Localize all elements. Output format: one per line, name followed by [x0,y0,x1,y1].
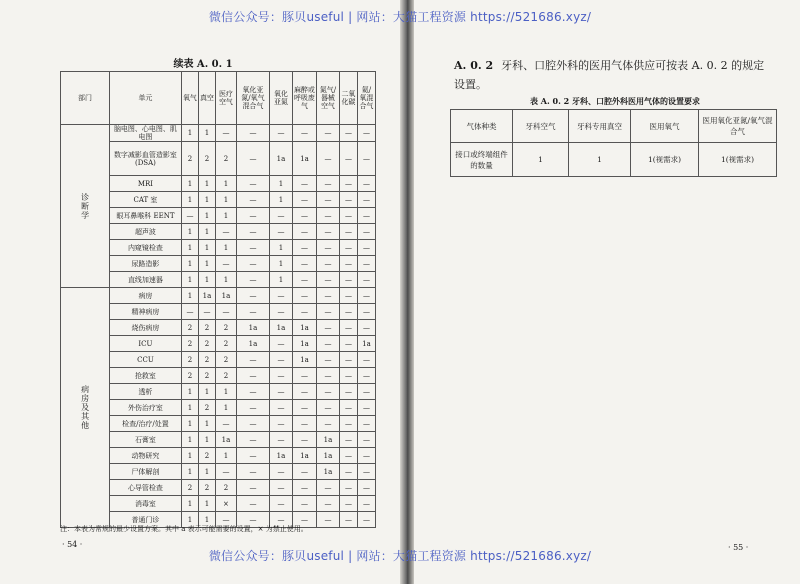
value-cell: — [236,176,269,192]
value-cell: — [236,432,269,448]
value-cell: — [339,224,357,240]
value-cell: 1 [215,400,236,416]
value-cell: — [292,384,316,400]
column-header: 真空 [198,72,215,125]
column-header: 医用氧气 [631,110,699,143]
unit-cell: 透析 [109,384,181,400]
table-a02 [450,109,777,177]
column-header: 气体种类 [451,110,513,143]
value-cell: — [339,208,357,224]
value-cell: — [236,464,269,480]
value-cell: — [339,384,357,400]
unit-cell: 数字减影血管造影室(DSA) [109,142,181,176]
value-cell: 1a [316,432,339,448]
clause-number: A. 0. 2 [454,59,494,72]
value-cell: — [316,208,339,224]
value-cell: — [357,320,375,336]
value-cell: 1 [198,240,215,256]
value-cell: — [357,304,375,320]
value-cell: — [269,288,292,304]
unit-cell: 病房 [109,288,181,304]
value-cell: 1 [513,143,569,177]
value-cell: 2 [198,320,215,336]
row-label-cell: 接口或终端组件的数量 [451,143,513,177]
value-cell: 2 [198,352,215,368]
value-cell: 1a [292,320,316,336]
unit-cell: CAT 室 [109,192,181,208]
value-cell: — [215,256,236,272]
value-cell: — [357,512,375,528]
value-cell: — [316,496,339,512]
value-cell: — [357,448,375,464]
value-cell: — [339,176,357,192]
value-cell: — [269,224,292,240]
value-cell: — [357,480,375,496]
value-cell: — [316,480,339,496]
value-cell: — [357,125,375,142]
value-cell: — [357,416,375,432]
value-cell: — [316,512,339,528]
value-cell: 1 [198,176,215,192]
column-header: 部门 [61,72,110,125]
unit-cell: MRI [109,176,181,192]
value-cell: 1 [181,256,198,272]
value-cell: — [181,304,198,320]
column-header: 牙科空气 [513,110,569,143]
value-cell: 1 [198,125,215,142]
value-cell: 1 [181,400,198,416]
column-header: 二氧化碳 [339,72,357,125]
value-cell: — [215,125,236,142]
value-cell: — [292,208,316,224]
table-row [61,125,376,142]
value-cell: 1a [292,336,316,352]
table-a01-cont-title: 续表 A. 0. 1 [173,59,233,70]
value-cell: 1 [215,272,236,288]
value-cell: 1 [215,192,236,208]
value-cell: — [316,400,339,416]
value-cell: — [316,224,339,240]
value-cell: 2 [215,480,236,496]
unit-cell: 直线加速器 [109,272,181,288]
unit-cell: 消毒室 [109,496,181,512]
clause-text: 牙科、口腔外科的医用气体供应可按表 A. 0. 2 的规定设置。 [454,59,765,91]
value-cell: — [357,256,375,272]
value-cell: — [236,272,269,288]
value-cell: 1 [181,192,198,208]
value-cell: — [236,416,269,432]
value-cell: 1a [215,432,236,448]
value-cell: 1 [269,272,292,288]
value-cell: — [357,368,375,384]
value-cell: — [269,464,292,480]
value-cell: 1(视需求) [699,143,777,177]
column-header: 氧气 [181,72,198,125]
department-cell: 诊断学 [61,125,110,288]
value-cell: — [292,400,316,416]
unit-cell: 外伤治疗室 [109,400,181,416]
unit-cell: 尿路造影 [109,256,181,272]
value-cell: 1a [357,336,375,352]
value-cell: — [236,368,269,384]
value-cell: 1 [269,192,292,208]
value-cell: 2 [215,336,236,352]
value-cell: 1 [181,272,198,288]
value-cell: — [339,240,357,256]
value-cell: — [316,416,339,432]
table-row [451,143,777,177]
value-cell: — [236,240,269,256]
unit-cell: 内窥镜检查 [109,240,181,256]
value-cell: — [292,125,316,142]
value-cell: — [316,336,339,352]
value-cell: 1 [569,143,631,177]
value-cell: — [292,464,316,480]
value-cell: — [236,125,269,142]
value-cell: 1a [215,288,236,304]
value-cell: — [269,480,292,496]
value-cell: — [236,384,269,400]
value-cell: — [236,480,269,496]
value-cell: — [269,512,292,528]
value-cell: — [215,304,236,320]
value-cell: 1a [269,448,292,464]
value-cell: 1 [198,208,215,224]
value-cell: — [316,320,339,336]
value-cell: — [339,320,357,336]
value-cell: — [339,480,357,496]
department-cell: 病房及其他 [61,288,110,528]
table-a02-title: 表 A. 0. 2 牙科、口腔外科医用气体的设置要求 [529,96,701,106]
value-cell: — [357,240,375,256]
value-cell: — [316,304,339,320]
value-cell: — [357,384,375,400]
value-cell: 1a [292,142,316,176]
value-cell: 1a [316,448,339,464]
value-cell: 1 [181,176,198,192]
column-header: 医用氧化亚氮/氧气混合气 [699,110,777,143]
value-cell: — [339,368,357,384]
value-cell: 1 [269,240,292,256]
value-cell: 2 [198,400,215,416]
value-cell: — [236,192,269,208]
value-cell: — [316,142,339,176]
value-cell: 1 [181,240,198,256]
value-cell: — [316,368,339,384]
value-cell: 2 [181,142,198,176]
value-cell: 1 [198,192,215,208]
value-cell: 2 [215,142,236,176]
value-cell: — [269,432,292,448]
value-cell: 2 [215,368,236,384]
value-cell: 1 [215,208,236,224]
value-cell: — [236,400,269,416]
value-cell: — [236,142,269,176]
value-cell: — [269,336,292,352]
value-cell: 1a [269,320,292,336]
value-cell: — [292,480,316,496]
page-number-left: · 54 · [62,540,83,549]
value-cell: — [236,288,269,304]
value-cell: 2 [198,448,215,464]
value-cell: 1 [198,384,215,400]
value-cell: — [292,192,316,208]
value-cell: — [316,256,339,272]
unit-cell: 动物研究 [109,448,181,464]
value-cell: 2 [198,336,215,352]
unit-cell: CCU [109,352,181,368]
table-a01-cont [60,71,376,528]
value-cell: — [215,224,236,240]
value-cell: — [339,336,357,352]
value-cell: 1 [198,464,215,480]
value-cell: 1 [181,448,198,464]
value-cell: — [269,496,292,512]
value-cell: — [292,432,316,448]
value-cell: — [357,496,375,512]
unit-cell: 超声波 [109,224,181,240]
value-cell: — [339,400,357,416]
value-cell: — [339,496,357,512]
value-cell: 1 [181,384,198,400]
value-cell: — [357,272,375,288]
value-cell: — [357,432,375,448]
value-cell: — [316,288,339,304]
value-cell: — [316,240,339,256]
value-cell: 1 [269,176,292,192]
value-cell: — [181,208,198,224]
value-cell: — [339,352,357,368]
value-cell: — [236,352,269,368]
value-cell: — [292,240,316,256]
value-cell: 1 [198,512,215,528]
value-cell: 1(视需求) [631,143,699,177]
value-cell: 1 [198,224,215,240]
value-cell: — [215,464,236,480]
value-cell: — [357,142,375,176]
value-cell: 2 [198,368,215,384]
page-number-right: · 55 · [728,543,749,552]
value-cell: 1a [236,336,269,352]
watermark-bottom: 微信公众号：豚贝useful | 网站：大猫工程资源 https://521686.xyz/ [208,549,592,563]
value-cell: — [339,448,357,464]
value-cell: — [339,304,357,320]
value-cell: — [292,288,316,304]
value-cell: 2 [181,352,198,368]
value-cell: — [316,192,339,208]
value-cell: — [292,496,316,512]
value-cell: — [236,512,269,528]
value-cell: 1 [215,384,236,400]
value-cell: — [292,272,316,288]
column-header: 牙科专用真空 [569,110,631,143]
value-cell: 1 [181,125,198,142]
value-cell: — [339,288,357,304]
value-cell: — [357,192,375,208]
value-cell: — [269,208,292,224]
value-cell: — [236,208,269,224]
column-header: 氦/氧混合气 [357,72,375,125]
value-cell: — [269,352,292,368]
value-cell: — [357,208,375,224]
value-cell: 1a [269,142,292,176]
value-cell: 1 [198,432,215,448]
value-cell: 1 [181,224,198,240]
value-cell: 1a [236,320,269,336]
value-cell: 1 [181,432,198,448]
column-header: 氧化亚氮 [269,72,292,125]
value-cell: — [357,288,375,304]
value-cell: — [292,416,316,432]
value-cell: — [339,125,357,142]
value-cell: 1 [215,240,236,256]
value-cell: — [236,496,269,512]
value-cell: — [292,512,316,528]
value-cell: — [316,176,339,192]
value-cell: — [357,464,375,480]
value-cell: — [292,176,316,192]
value-cell: 2 [181,336,198,352]
unit-cell: 抢救室 [109,368,181,384]
value-cell: — [292,224,316,240]
value-cell: 1 [269,256,292,272]
value-cell: 1 [198,496,215,512]
value-cell: — [357,224,375,240]
value-cell: 2 [198,480,215,496]
value-cell: 1a [292,448,316,464]
unit-cell: ICU [109,336,181,352]
value-cell: 1 [181,496,198,512]
value-cell: — [292,256,316,272]
value-cell: 1 [181,416,198,432]
value-cell: — [269,368,292,384]
unit-cell: 脑电图、心电图、肌电图 [109,125,181,142]
value-cell: 1 [181,288,198,304]
value-cell: 2 [198,142,215,176]
value-cell: — [269,400,292,416]
unit-cell: 烧伤病房 [109,320,181,336]
value-cell: 2 [181,368,198,384]
clause-a02 [454,56,774,94]
value-cell: — [269,125,292,142]
value-cell: 1a [316,464,339,480]
value-cell: 1a [198,288,215,304]
value-cell: — [316,272,339,288]
unit-cell: 眼耳鼻喉科 EENT [109,208,181,224]
watermark-top: 微信公众号：豚贝useful | 网站：大猫工程资源 https://521686.xyz/ [208,10,592,24]
table-note: 注：本表为常规的最少设置方案。其中 a 表示可能需要的设置，× 为禁止使用。 [60,525,308,533]
value-cell: — [339,256,357,272]
column-header: 氧化亚氮/氧气混合气 [236,72,269,125]
value-cell: 2 [181,320,198,336]
value-cell: 1 [198,416,215,432]
value-cell: — [269,416,292,432]
value-cell: — [316,352,339,368]
value-cell: — [339,432,357,448]
value-cell: 1 [215,448,236,464]
value-cell: — [339,272,357,288]
value-cell: — [316,384,339,400]
unit-cell: 石膏室 [109,432,181,448]
value-cell: — [339,464,357,480]
value-cell: 2 [215,320,236,336]
value-cell: — [215,416,236,432]
value-cell: — [215,512,236,528]
column-header: 氮气/器械空气 [316,72,339,125]
value-cell: 1 [181,512,198,528]
value-cell: — [339,512,357,528]
book-gutter [400,0,414,584]
value-cell: — [339,416,357,432]
value-cell: × [215,496,236,512]
value-cell: — [236,304,269,320]
unit-cell: 心导管检查 [109,480,181,496]
value-cell: — [339,142,357,176]
value-cell: 2 [215,352,236,368]
value-cell: — [236,448,269,464]
value-cell: 1a [292,352,316,368]
value-cell: — [236,224,269,240]
value-cell: — [357,400,375,416]
unit-cell: 精神病房 [109,304,181,320]
table-header-row [61,72,376,125]
value-cell: — [357,352,375,368]
value-cell: — [292,304,316,320]
value-cell: — [316,125,339,142]
value-cell: — [269,384,292,400]
value-cell: — [292,368,316,384]
unit-cell: 尸体解剖 [109,464,181,480]
column-header: 单元 [109,72,181,125]
column-header: 麻醉或呼吸废气 [292,72,316,125]
value-cell: — [269,304,292,320]
value-cell: 1 [181,464,198,480]
unit-cell: 普通门诊 [109,512,181,528]
value-cell: — [198,304,215,320]
value-cell: — [236,256,269,272]
value-cell: — [357,176,375,192]
value-cell: — [339,192,357,208]
value-cell: 1 [215,176,236,192]
table-row [61,288,376,304]
column-header: 医疗空气 [215,72,236,125]
value-cell: 2 [181,480,198,496]
unit-cell: 检查/治疗/处置 [109,416,181,432]
value-cell: 1 [198,256,215,272]
value-cell: 1 [198,272,215,288]
